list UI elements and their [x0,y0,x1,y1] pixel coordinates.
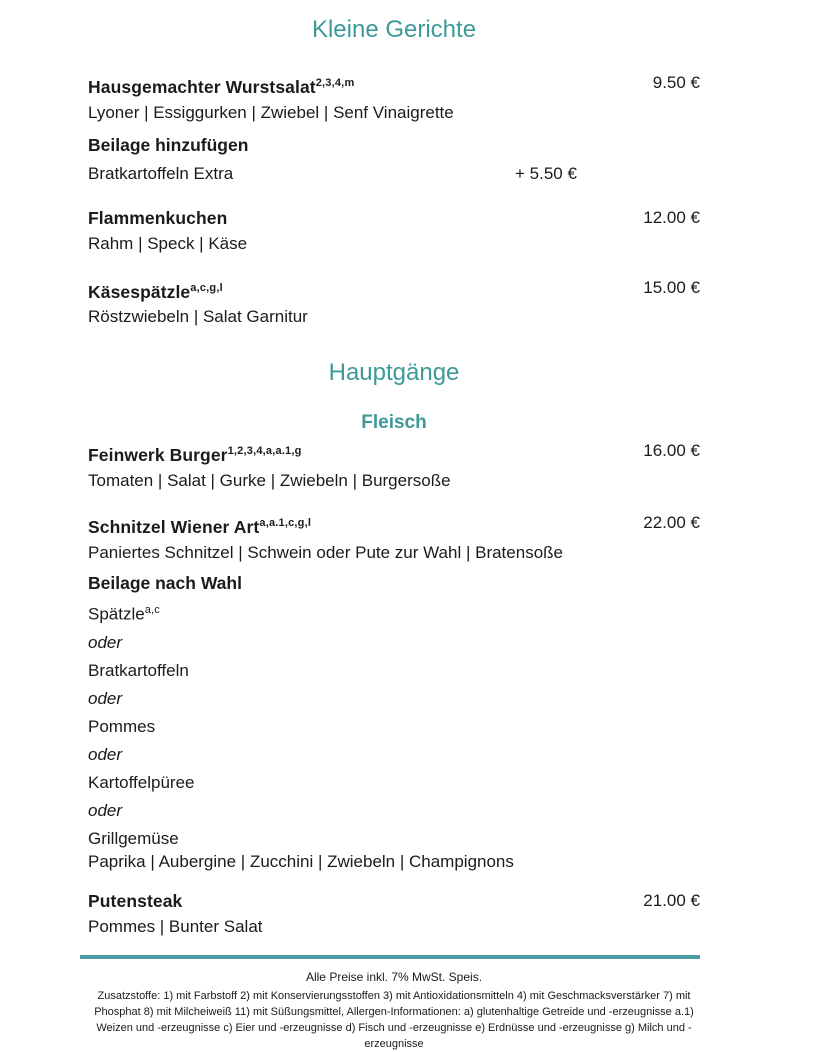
addon-option: Bratkartoffeln Extra [88,163,234,183]
menu-item-putensteak [88,889,700,937]
allergen-superscript: a,c,g,l [190,281,223,294]
footer-vat-note: Alle Preise inkl. 7% MwSt. Speis. [305,969,483,984]
addon-block-beilage-nach-wahl [88,573,700,872]
item-price: 16.00 € [643,441,700,461]
item-name-text: Schnitzel Wiener Art [88,516,260,537]
item-name [88,439,302,467]
item-name [88,511,311,539]
section-title-kleine-gerichte: Kleine Gerichte [311,16,477,43]
side-option-bratkartoffeln: Bratkartoffeln [88,660,189,680]
menu-item-schnitzel [88,511,700,563]
item-name-text: Hausgemachter Wurstsalat [88,76,316,97]
item-name-text: Käsespätzle [88,281,191,302]
item-row [88,71,700,99]
option-separator: oder [88,800,123,820]
side-option-spaetzle [88,600,700,625]
addon-row [88,163,700,184]
item-price: 9.50 € [652,72,700,92]
addon-block-beilage-hinzufuegen [88,135,700,184]
footer [88,970,700,1052]
item-price: 12.00 € [643,207,700,227]
item-price: 15.00 € [643,277,700,297]
item-description: Paniertes Schnitzel | Schwein oder Pute zur Wahl | Bratensoße [88,542,563,562]
allergen-superscript: 2,3,4,m [315,76,355,89]
item-row [88,276,700,304]
divider-rule [80,955,700,959]
item-name [88,71,354,99]
option-separator: oder [88,744,123,764]
item-name [88,276,223,304]
side-option-text: Spätzle [88,604,145,624]
item-name: Putensteak [88,890,183,911]
item-row [88,511,700,539]
option-separator: oder [88,688,123,708]
menu-item-feinwerk-burger [88,439,700,491]
side-option-pommes: Pommes [88,716,156,736]
item-price: 22.00 € [643,513,700,533]
item-row [88,206,700,230]
item-description: Tomaten | Salat | Gurke | Zwiebeln | Burgersoße [88,471,451,491]
section-title-hauptgaenge: Hauptgänge [328,359,460,387]
menu-item-flammenkuchen [88,206,700,254]
item-description: Lyoner | Essiggurken | Zwiebel | Senf Vinaigrette [88,102,454,122]
item-price: 21.00 € [643,890,700,910]
side-options-list [88,600,700,872]
option-separator: oder [88,632,123,652]
item-description: Pommes | Bunter Salat [88,916,263,936]
item-name: Flammenkuchen [88,207,228,228]
footer-additives-note: Zusatzstoffe: 1) mit Farbstoff 2) mit Konservierungsstoffen 3) mit Antioxidationsmitteln 4) mit Geschmacksverstärker 7) mit Phosphat 8) mit Milcheiweiß 11) mit Süßungsmittel, Allergen-Informationen: a) glutenhaltige Getreide und -erzeugnisse a.1) Weizen und -erzeugnisse c) Eier und -erzeugnisse d) Fisch und -erzeugnisse e) Erdnüsse und -erzeugnisse g) Milch und -erzeugnisse [94,989,694,1050]
side-option-description: Paprika | Aubergine | Zucchini | Zwiebeln | Champignons [88,851,514,871]
allergen-superscript: a,a.1,c,g,l [259,517,312,530]
addon-heading: Beilage hinzufügen [88,134,249,155]
item-row [88,889,700,913]
allergen-superscript: a,c [144,603,160,616]
item-row [88,439,700,467]
menu-item-wurstsalat [88,71,700,123]
side-option-kartoffelpueree: Kartoffelpüree [88,772,195,792]
allergen-superscript: 1,2,3,4,a,a.1,g [227,445,302,458]
subsection-title-fleisch: Fleisch [361,412,427,434]
addon-heading: Beilage nach Wahl [88,572,242,593]
menu-item-kaesespaetzle [88,276,700,328]
side-option-grillgemuese: Grillgemüse [88,828,179,848]
item-name-text: Feinwerk Burger [88,445,228,466]
addon-price: + 5.50 € [515,163,577,183]
item-description: Rahm | Speck | Käse [88,233,248,253]
item-description: Röstzwiebeln | Salat Garnitur [88,307,308,327]
